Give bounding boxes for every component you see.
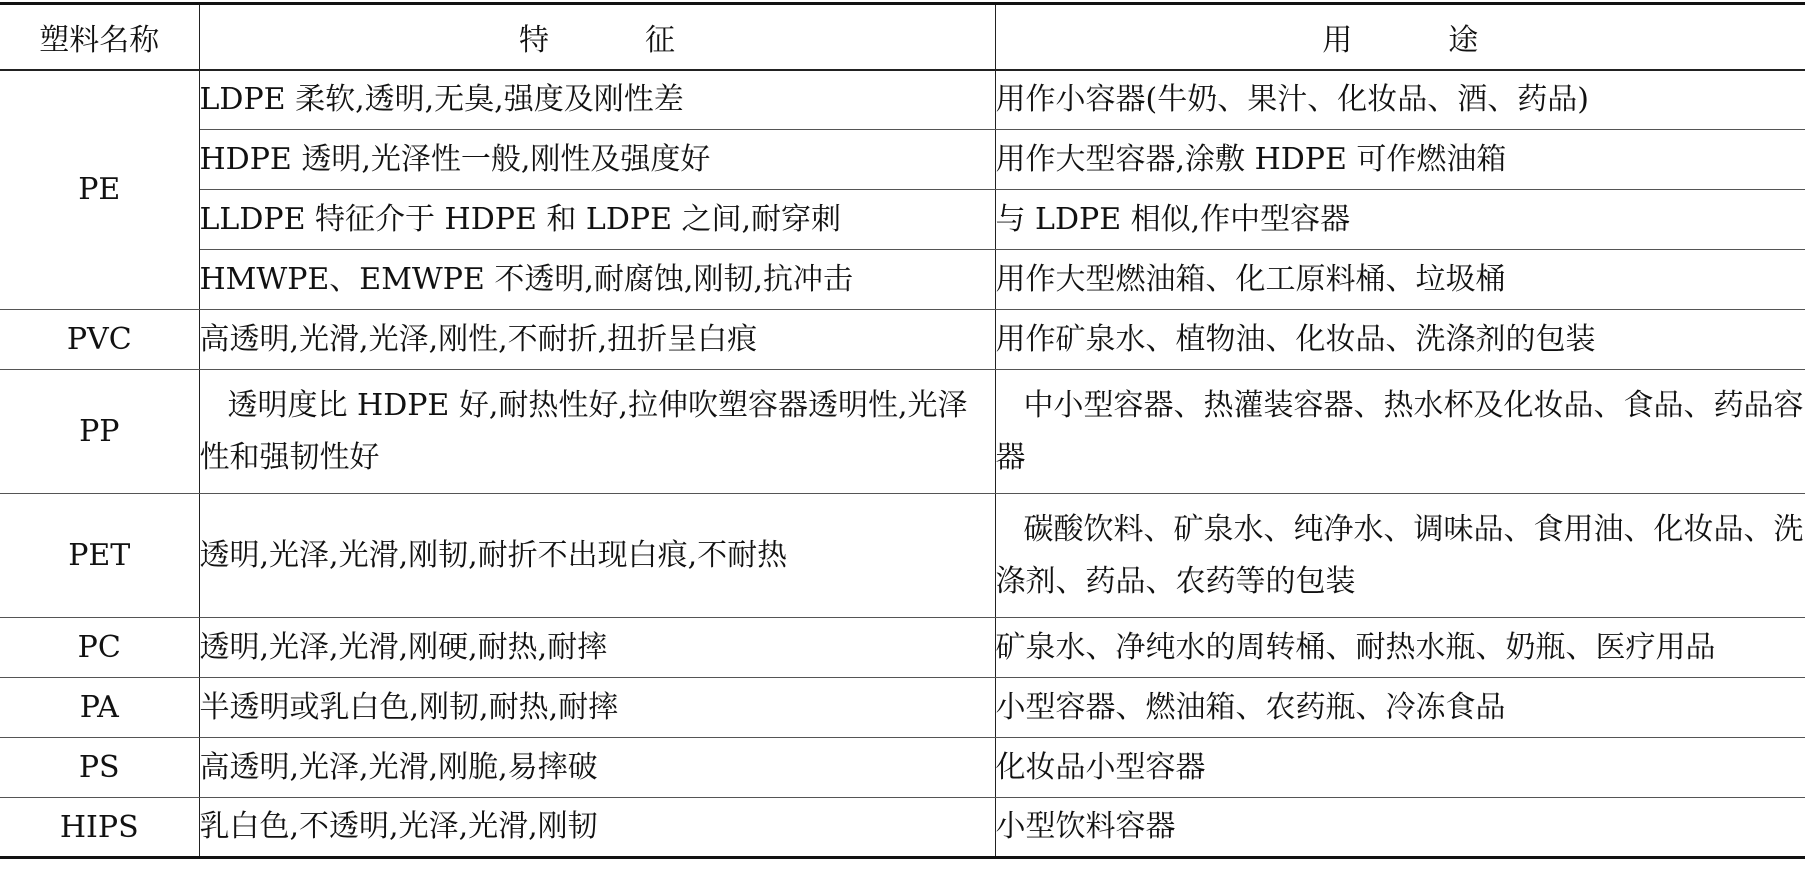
use-cell: 与 LDPE 相似,作中型容器 [995, 190, 1805, 250]
feature-cell: HDPE 透明,光泽性一般,刚性及强度好 [199, 130, 995, 190]
table-row [0, 190, 1805, 250]
plastic-name-cell: PA [0, 678, 199, 738]
table-row [0, 798, 1805, 858]
plastic-name-cell: PET [0, 494, 199, 618]
use-cell: 小型容器、燃油箱、农药瓶、冷冻食品 [995, 678, 1805, 738]
feature-cell: 半透明或乳白色,刚韧,耐热,耐摔 [199, 678, 995, 738]
header-features-label: 特征 [519, 22, 771, 58]
plastic-name-cell: PP [0, 370, 199, 494]
plastic-name-cell: PC [0, 618, 199, 678]
feature-cell: 透明,光泽,光滑,刚韧,耐折不出现白痕,不耐热 [199, 494, 995, 618]
use-cell: 用作大型燃油箱、化工原料桶、垃圾桶 [995, 250, 1805, 310]
table-row [0, 250, 1805, 310]
feature-cell: 透明度比 HDPE 好,耐热性好,拉伸吹塑容器透明性,光泽性和强韧性好 [199, 370, 995, 494]
use-cell: 中小型容器、热灌装容器、热水杯及化妆品、食品、药品容器 [995, 370, 1805, 494]
plastic-name-cell: PE [0, 70, 199, 310]
table-row [0, 70, 1805, 130]
table-row [0, 310, 1805, 370]
feature-cell: 高透明,光滑,光泽,刚性,不耐折,扭折呈白痕 [199, 310, 995, 370]
use-cell: 用作矿泉水、植物油、化妆品、洗涤剂的包装 [995, 310, 1805, 370]
feature-cell: 乳白色,不透明,光泽,光滑,刚韧 [199, 798, 995, 858]
use-cell: 小型饮料容器 [995, 798, 1805, 858]
use-cell: 碳酸饮料、矿泉水、纯净水、调味品、食用油、化妆品、洗涤剂、药品、农药等的包装 [995, 494, 1805, 618]
header-plastic-name: 塑料名称 [0, 4, 199, 70]
feature-cell: HMWPE、EMWPE 不透明,耐腐蚀,刚韧,抗冲击 [199, 250, 995, 310]
use-cell: 化妆品小型容器 [995, 738, 1805, 798]
plastic-name-cell: PS [0, 738, 199, 798]
header-features [199, 4, 995, 70]
use-cell: 矿泉水、净纯水的周转桶、耐热水瓶、奶瓶、医疗用品 [995, 618, 1805, 678]
feature-cell: LLDPE 特征介于 HDPE 和 LDPE 之间,耐穿刺 [199, 190, 995, 250]
use-cell: 用作大型容器,涂敷 HDPE 可作燃油箱 [995, 130, 1805, 190]
plastics-table [0, 2, 1805, 859]
feature-cell: 透明,光泽,光滑,刚硬,耐热,耐摔 [199, 618, 995, 678]
table-row [0, 618, 1805, 678]
use-cell: 用作小容器(牛奶、果汁、化妆品、酒、药品) [995, 70, 1805, 130]
header-uses [995, 4, 1805, 70]
feature-cell: 高透明,光泽,光滑,刚脆,易摔破 [199, 738, 995, 798]
table-row [0, 130, 1805, 190]
plastic-name-cell: PVC [0, 310, 199, 370]
table-row [0, 738, 1805, 798]
table-row [0, 494, 1805, 618]
table-row [0, 678, 1805, 738]
plastic-name-cell: HIPS [0, 798, 199, 858]
header-uses-label: 用途 [1322, 22, 1575, 58]
feature-cell: LDPE 柔软,透明,无臭,强度及刚性差 [199, 70, 995, 130]
table-header-row [0, 4, 1805, 70]
table-row [0, 370, 1805, 494]
